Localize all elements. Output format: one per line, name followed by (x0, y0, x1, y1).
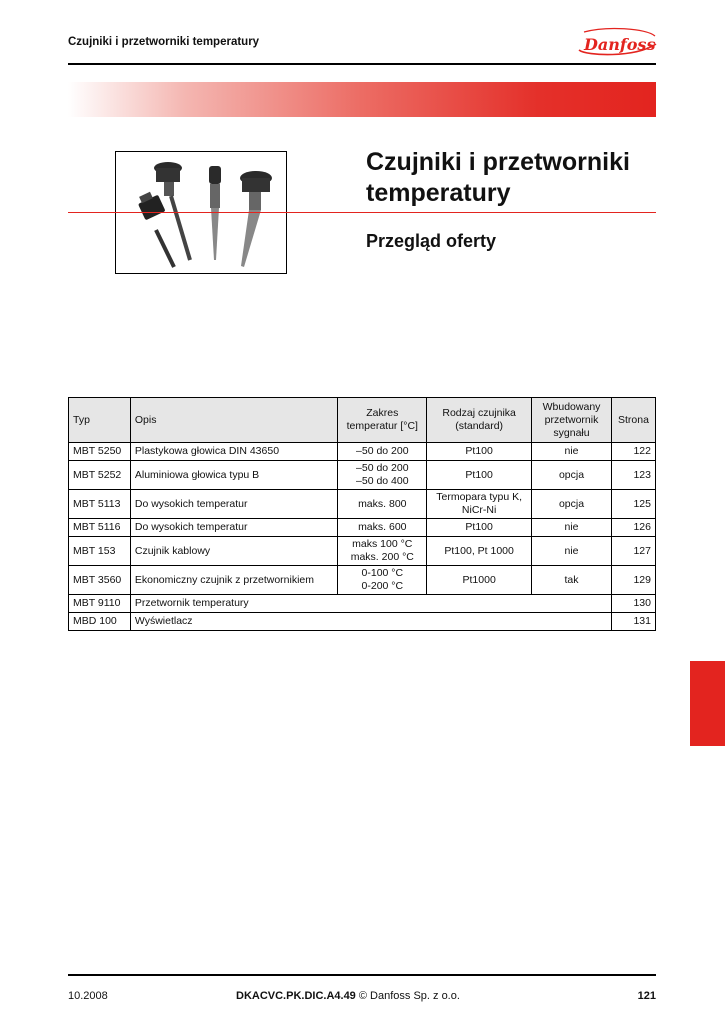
col-header-opis: Opis (130, 398, 337, 443)
footer-date: 10.2008 (68, 990, 108, 1002)
footer-rule (68, 974, 656, 976)
cell-typ: MBT 5113 (69, 490, 131, 519)
footer-doc-code: DKACVC.PK.DIC.A4.49 (236, 990, 356, 1002)
table-header-row (69, 398, 656, 443)
col-header-rodzaj: Rodzaj czujnika (standard) (427, 398, 532, 443)
footer-page-number: 121 (637, 990, 656, 1002)
cell-strona: 131 (611, 613, 655, 631)
red-gradient-band (68, 82, 656, 117)
cell-rodzaj: Pt100 (427, 461, 532, 490)
cell-wbudowany: nie (532, 537, 612, 566)
col-header-strona: Strona (611, 398, 655, 443)
danfoss-logo (576, 26, 658, 60)
cell-rodzaj: Pt100, Pt 1000 (427, 537, 532, 566)
cell-rodzaj: Pt100 (427, 519, 532, 537)
cell-opis: Przetwornik temperatury (130, 595, 611, 613)
table-row (69, 490, 656, 519)
cell-strona: 123 (611, 461, 655, 490)
table-row (69, 613, 656, 631)
cell-zakres: maks. 600 (338, 519, 427, 537)
cell-zakres: –50 do 200 (338, 443, 427, 461)
table-row (69, 519, 656, 537)
cell-wbudowany: opcja (532, 490, 612, 519)
table-row (69, 537, 656, 566)
cell-strona: 129 (611, 566, 655, 595)
cell-opis: Aluminiowa głowica typu B (130, 461, 337, 490)
cell-zakres: maks. 800 (338, 490, 427, 519)
cell-typ: MBT 153 (69, 537, 131, 566)
cell-opis: Wyświetlacz (130, 613, 611, 631)
cell-rodzaj: Pt1000 (427, 566, 532, 595)
cell-wbudowany: tak (532, 566, 612, 595)
cell-opis: Do wysokich temperatur (130, 519, 337, 537)
table-row (69, 566, 656, 595)
table-row (69, 595, 656, 613)
svg-text:Danfoss: Danfoss (584, 35, 656, 54)
cell-wbudowany: opcja (532, 461, 612, 490)
cell-strona: 130 (611, 595, 655, 613)
cell-strona: 122 (611, 443, 655, 461)
table-row (69, 461, 656, 490)
cell-zakres: maks 100 °C maks. 200 °C (338, 537, 427, 566)
page-title: Czujniki i przetworniki temperatury (366, 148, 630, 207)
cell-rodzaj: Termopara typu K, NiCr-Ni (427, 490, 532, 519)
cell-zakres: –50 do 200 –50 do 400 (338, 461, 427, 490)
cell-strona: 125 (611, 490, 655, 519)
title-rule (68, 212, 656, 213)
cell-opis: Do wysokich temperatur (130, 490, 337, 519)
cell-rodzaj: Pt100 (427, 443, 532, 461)
footer-copyright: © Danfoss Sp. z o.o. (358, 990, 460, 1002)
cell-typ: MBT 5250 (69, 443, 131, 461)
header-rule (68, 63, 656, 65)
cell-zakres: 0-100 °C 0-200 °C (338, 566, 427, 595)
col-header-wbudowany: Wbudowany przetwornik sygnału (532, 398, 612, 443)
cell-typ: MBT 3560 (69, 566, 131, 595)
col-header-typ: Typ (69, 398, 131, 443)
section-header-title: Czujniki i przetworniki temperatury (68, 36, 260, 48)
cell-typ: MBT 5252 (69, 461, 131, 490)
page-subtitle: Przegląd oferty (366, 231, 497, 251)
cell-opis: Ekonomiczny czujnik z przetwornikiem (130, 566, 337, 595)
col-header-zakres: Zakres temperatur [°C] (338, 398, 427, 443)
cell-typ: MBD 100 (69, 613, 131, 631)
cell-opis: Czujnik kablowy (130, 537, 337, 566)
cell-wbudowany: nie (532, 519, 612, 537)
cell-opis: Plastykowa głowica DIN 43650 (130, 443, 337, 461)
cell-typ: MBT 9110 (69, 595, 131, 613)
product-overview-table (68, 397, 656, 631)
cell-wbudowany: nie (532, 443, 612, 461)
cell-strona: 126 (611, 519, 655, 537)
cell-strona: 127 (611, 537, 655, 566)
table-row (69, 443, 656, 461)
footer-doc-info (236, 990, 460, 1002)
cell-typ: MBT 5116 (69, 519, 131, 537)
section-side-tab (690, 661, 725, 746)
